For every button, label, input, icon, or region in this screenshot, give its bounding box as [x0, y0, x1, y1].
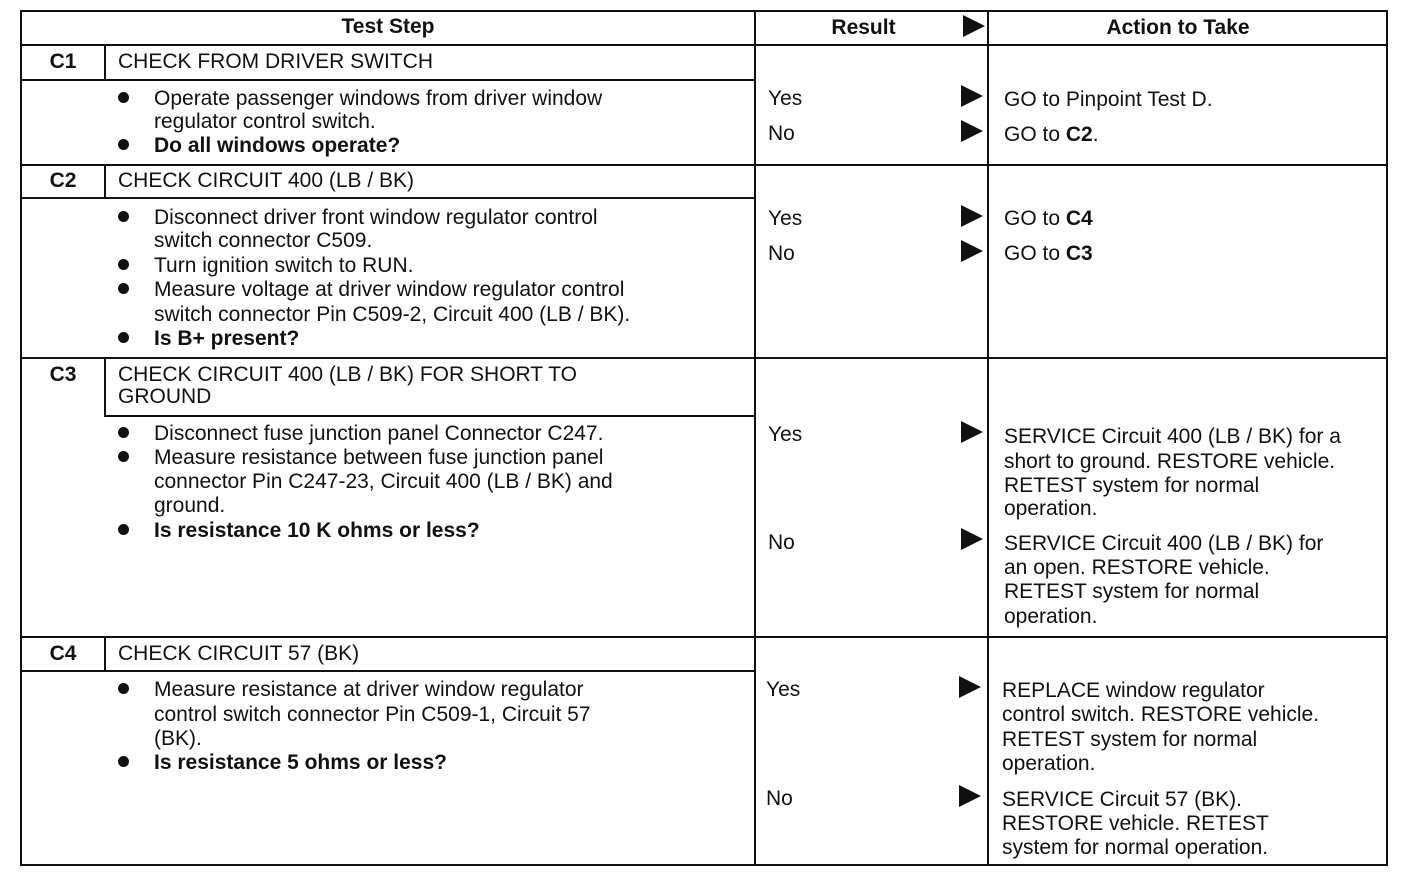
action-line: REPLACE window regulator: [1002, 679, 1265, 702]
header-action-to-take: Action to Take: [1106, 16, 1250, 39]
result-arrow-icon: [959, 676, 981, 698]
result-no: No: [766, 787, 793, 810]
c2-section-bottom: [20, 357, 1388, 359]
result-yes: Yes: [768, 207, 803, 230]
result-yes: Yes: [766, 678, 801, 701]
action-line: RETEST system for normal: [1002, 728, 1258, 751]
instruction-line: Operate passenger windows from driver window: [154, 87, 603, 110]
action-line: RESTORE vehicle. RETEST: [1002, 812, 1269, 835]
action-line: control switch. RESTORE vehicle.: [1002, 703, 1320, 726]
step-id-divider-c3: [104, 358, 106, 416]
result-arrow-icon: [959, 785, 981, 807]
action-line: GO to C3: [1004, 242, 1093, 265]
instruction-line: Measure resistance between fuse junction panel: [154, 446, 604, 469]
table-left-border: [20, 10, 22, 866]
instruction-line: Disconnect fuse junction panel Connector C247.: [154, 422, 604, 445]
instruction-question: Is resistance 5 ohms or less?: [154, 751, 447, 774]
action-line: operation.: [1002, 752, 1096, 775]
result-no: No: [768, 122, 795, 145]
table-right-border: [1386, 10, 1388, 866]
instruction-line: (BK).: [154, 727, 202, 750]
header-result: Result: [831, 16, 896, 39]
bullet-icon: [118, 259, 129, 270]
step-id-divider-c1: [104, 46, 106, 80]
step-ref: C2: [1065, 123, 1093, 146]
result-arrow-icon: [961, 120, 983, 142]
bullet-icon: [118, 139, 129, 150]
bullet-icon: [118, 92, 129, 103]
step-title-c3-cont: GROUND: [118, 385, 212, 408]
instruction-line: connector Pin C247-23, Circuit 400 (LB / BK) and: [154, 470, 613, 493]
header-test-step: Test Step: [341, 15, 435, 38]
result-arrow-icon: [961, 528, 983, 550]
c3-title-underline: [104, 415, 756, 417]
result-column-divider: [754, 10, 756, 866]
bullet-icon: [118, 211, 129, 222]
step-title-c4: CHECK CIRCUIT 57 (BK): [118, 642, 360, 665]
action-line: RETEST system for normal: [1004, 580, 1260, 603]
bullet-icon: [118, 332, 129, 343]
result-arrow-icon: [961, 421, 983, 443]
c2-title-underline: [20, 197, 756, 199]
instruction-line: switch connector C509.: [154, 229, 373, 252]
action-line: SERVICE Circuit 400 (LB / BK) for: [1004, 532, 1324, 555]
bullet-icon: [118, 451, 129, 462]
step-id-c2: C2: [49, 169, 77, 192]
step-title-c3: CHECK CIRCUIT 400 (LB / BK) FOR SHORT TO: [118, 363, 577, 386]
instruction-line: control switch connector Pin C509-1, Circuit 57: [154, 703, 591, 726]
instruction-line: Measure voltage at driver window regulator control: [154, 278, 625, 301]
bullet-icon: [118, 756, 129, 767]
step-id-divider-c4: [104, 637, 106, 671]
bullet-icon: [118, 683, 129, 694]
instruction-question: Do all windows operate?: [154, 134, 401, 157]
instruction-question: Is B+ present?: [154, 327, 300, 350]
action-line: GO to C2.: [1004, 123, 1099, 146]
c3-section-bottom: [20, 636, 1388, 638]
c4-title-underline: [20, 670, 756, 672]
instruction-line: switch connector Pin C509-2, Circuit 400 (LB / BK).: [154, 303, 631, 326]
result-arrow-icon: [961, 85, 983, 107]
action-line: short to ground. RESTORE vehicle.: [1004, 450, 1336, 473]
instruction-line: Turn ignition switch to RUN.: [154, 254, 414, 277]
bullet-icon: [118, 524, 129, 535]
bullet-icon: [118, 427, 129, 438]
step-ref: C4: [1065, 207, 1093, 230]
action-line: an open. RESTORE vehicle.: [1004, 556, 1270, 579]
result-no: No: [768, 531, 795, 554]
table-top-border: [20, 10, 1388, 12]
table-bottom-border: [20, 864, 1386, 866]
action-line: operation.: [1004, 497, 1098, 520]
step-id-c1: C1: [49, 50, 77, 73]
c1-section-bottom: [20, 164, 1388, 166]
instruction-line: Measure resistance at driver window regulator: [154, 678, 584, 701]
result-yes: Yes: [768, 423, 803, 446]
header-arrow-icon: [963, 15, 985, 37]
step-id-divider-c2: [104, 165, 106, 198]
result-no: No: [768, 242, 795, 265]
action-line: SERVICE Circuit 57 (BK).: [1002, 788, 1243, 811]
action-line: GO to C4: [1004, 207, 1093, 230]
instruction-line: ground.: [154, 494, 226, 517]
instruction-line: regulator control switch.: [154, 110, 376, 133]
bullet-icon: [118, 283, 129, 294]
action-line: SERVICE Circuit 400 (LB / BK) for a: [1004, 425, 1341, 448]
step-title-c2: CHECK CIRCUIT 400 (LB / BK): [118, 169, 415, 192]
step-id-c4: C4: [49, 642, 77, 665]
action-column-divider: [987, 10, 989, 866]
result-yes: Yes: [768, 87, 803, 110]
step-id-c3: C3: [49, 363, 77, 386]
c1-title-underline: [20, 79, 756, 81]
result-arrow-icon: [961, 240, 983, 262]
step-ref: C3: [1065, 242, 1093, 265]
step-title-c1: CHECK FROM DRIVER SWITCH: [118, 50, 433, 73]
action-line: system for normal operation.: [1002, 836, 1269, 859]
action-line: GO to Pinpoint Test D.: [1004, 88, 1213, 111]
instruction-question: Is resistance 10 K ohms or less?: [154, 519, 480, 542]
header-bottom-border: [20, 44, 1388, 46]
action-line: operation.: [1004, 605, 1098, 628]
instruction-line: Disconnect driver front window regulator control: [154, 206, 598, 229]
action-line: RETEST system for normal: [1004, 474, 1260, 497]
result-arrow-icon: [961, 205, 983, 227]
